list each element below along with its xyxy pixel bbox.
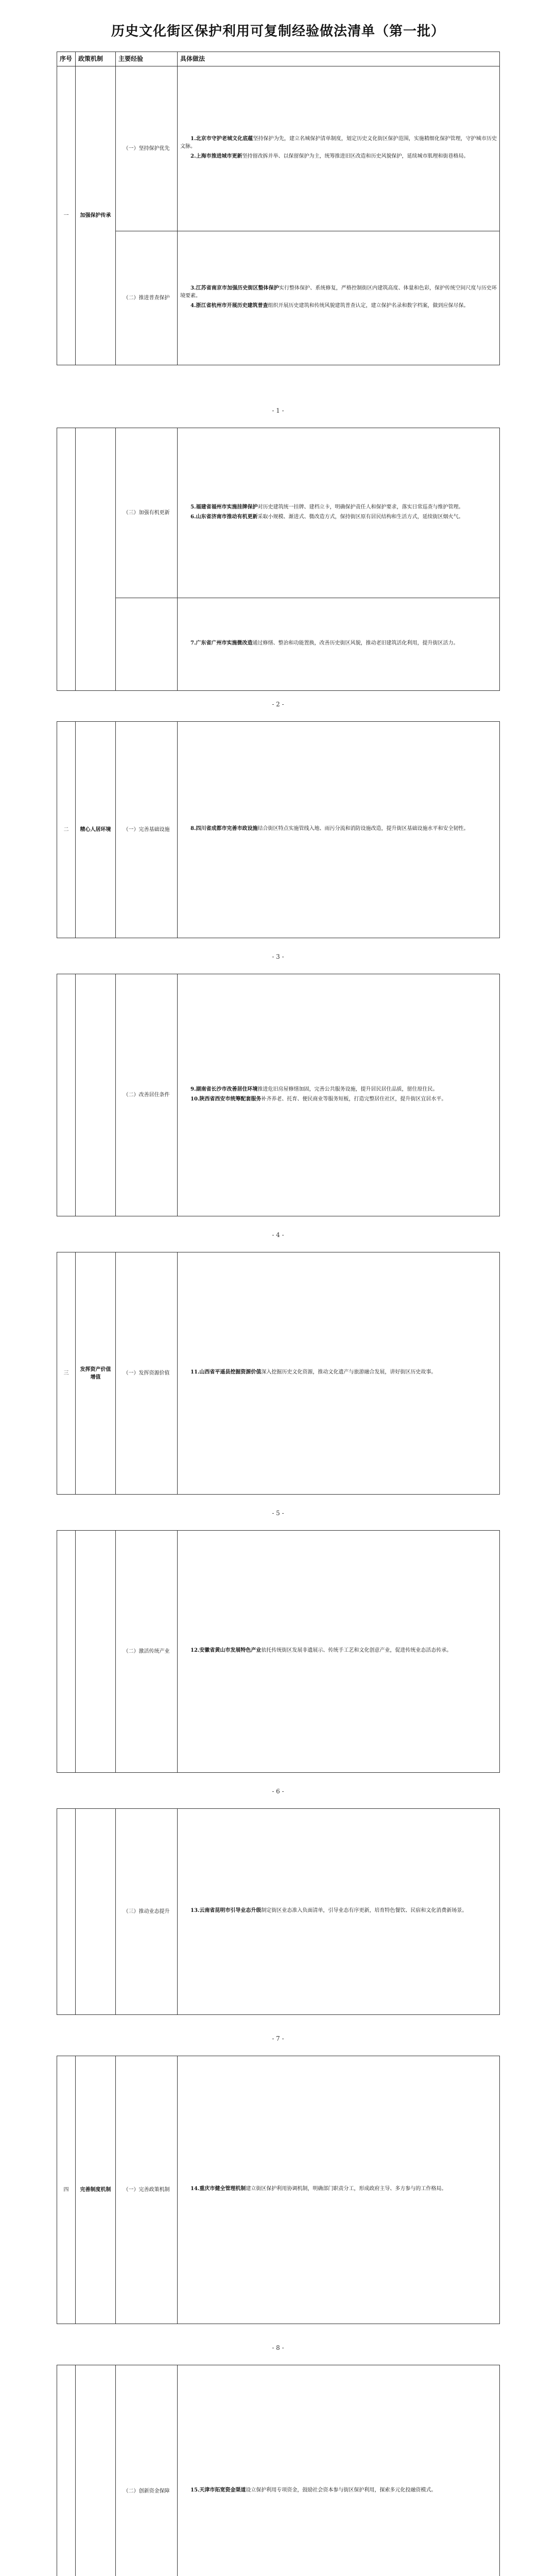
page-1 — [57, 52, 499, 365]
table-header-row — [57, 52, 500, 66]
page-number: - 7 - — [272, 2035, 284, 2042]
checklist-table — [57, 721, 500, 938]
page-3 — [57, 721, 499, 938]
page-9 — [57, 2365, 499, 2576]
practice-cell: 7.广东省广州市实施微改造通过修缮、整治和功能置换，改善历史街区风貌，推动老旧建筑活化利用，提升街区活力。 — [178, 598, 500, 691]
table-row — [57, 231, 500, 365]
checklist-table — [57, 2056, 500, 2324]
practice-cell: 15.天津市拓宽资金渠道设立保护利用专项资金，鼓励社会资本参与街区保护利用，探索多元化投融资模式。 — [178, 2365, 500, 2576]
practice-cell: 13.云南省昆明市引导业态升级制定街区业态准入负面清单，引导业态有序更新，培育特色餐饮、民宿和文化消费新场景。 — [178, 1809, 500, 2015]
sub-label: （一）发挥资源价值 — [116, 1252, 178, 1495]
checklist-table — [57, 2365, 500, 2576]
checklist-table — [57, 428, 500, 691]
page-number: - 5 - — [272, 1510, 284, 1517]
table-row — [57, 2365, 500, 2576]
page-number: - 8 - — [272, 2344, 284, 2351]
sub-label: （三）加强有机更新 — [116, 428, 178, 598]
sub-label: （一）完善基础设施 — [116, 722, 178, 938]
section-category: 发挥资产价值增值 — [76, 1252, 116, 1495]
table-row — [57, 974, 500, 1216]
section-category: 精心人居环境 — [76, 722, 116, 938]
checklist-table — [57, 1252, 500, 1495]
page-8 — [57, 2056, 499, 2324]
sub-label: （二）改善居住条件 — [116, 974, 178, 1216]
checklist-table — [57, 1808, 500, 2015]
section-category: 加强保护传承 — [76, 66, 116, 365]
practice-cell: 14.重庆市健全管理机制建立街区保护利用协调机制，明确部门职责分工，形成政府主导、多方参与的工作格局。 — [178, 2056, 500, 2324]
section-number: 二 — [57, 722, 76, 938]
document-title: 历史文化街区保护利用可复制经验做法清单（第一批） — [111, 24, 445, 39]
table-row — [57, 722, 500, 938]
practice-cell: 3.江苏省南京市加强历史街区整体保护实行整体保护、系统修复，严格控制街区内建筑高度、体量和色彩，保护传统空间尺度与历史环境要素。 4.浙江省杭州市开展历史建筑普查组织开展历史建筑和传统风貌建筑普查认定，建立保护名录和数字档案，做到应保尽保。 — [178, 231, 500, 365]
page-number: - 3 - — [272, 953, 284, 960]
page-number: - 4 - — [272, 1231, 284, 1239]
section-number: 一 — [57, 66, 76, 365]
sub-label: （三）推动业态提升 — [116, 1809, 178, 2015]
table-row — [57, 1531, 500, 1773]
practice-cell: 1.北京市守护老城文化底蕴坚持保护为先，建立名城保护清单制度，划定历史文化街区保护范围，实施精细化保护管理，守护城市历史文脉。 2.上海市推进城市更新坚持留改拆并举、以保留保护为主，统筹推进旧区改造和历史风貌保护，延续城市肌理和街巷格局。 — [178, 66, 500, 231]
sub-label: （一）完善政策机制 — [116, 2056, 178, 2324]
checklist-table — [57, 1530, 500, 1773]
practice-cell: 8.四川省成都市完善市政设施结合街区特点实施管线入地、雨污分流和消防设施改造，提升街区基础设施水平和安全韧性。 — [178, 722, 500, 938]
section-number: 四 — [57, 2056, 76, 2324]
table-row — [57, 598, 500, 691]
table-row — [57, 2056, 500, 2324]
page-4 — [57, 974, 499, 1216]
practice-cell: 9.湖南省长沙市改善居住环境推进危旧房屋修缮加固，完善公共服务设施，提升居民居住品质，留住原住民。 10.陕西省西安市统筹配套服务补齐养老、托育、便民商业等服务短板，打造完整居住社区，提升街区宜居水平。 — [178, 974, 500, 1216]
page-5 — [57, 1252, 499, 1495]
practice-cell: 5.福建省福州市实施挂牌保护对历史建筑统一挂牌、建档立卡，明确保护责任人和保护要求，落实日常巡查与维护管理。 6.山东省济南市推动有机更新采取小规模、渐进式、微改造方式，保持街区原有居民结构和生活方式，延续街区烟火气。 — [178, 428, 500, 598]
page-number: - 6 - — [272, 1788, 284, 1795]
checklist-table — [57, 52, 500, 365]
header-experience: 主要经验 — [116, 52, 178, 66]
table-row — [57, 428, 500, 598]
page-number: - 2 - — [272, 701, 284, 708]
page-7 — [57, 1808, 499, 2015]
header-index: 序号 — [57, 52, 76, 66]
sub-label: （二）激活传统产业 — [116, 1531, 178, 1773]
page-2 — [57, 428, 499, 691]
table-row — [57, 1252, 500, 1495]
header-policy: 政策机制 — [76, 52, 116, 66]
section-category: 完善制度机制 — [76, 2056, 116, 2324]
practice-cell: 12.安徽省黄山市发展特色产业依托传统街区发展非遗展示、传统手工艺和文化创意产业，促进传统业态活态传承。 — [178, 1531, 500, 1773]
sub-label: （二）推进普查保护 — [116, 231, 178, 365]
section-number: 三 — [57, 1252, 76, 1495]
sub-label: （一）坚持保护优先 — [116, 66, 178, 231]
header-practice: 具体做法 — [178, 52, 500, 66]
sub-label: （二）创新资金保障 — [116, 2365, 178, 2576]
page-number: - 1 - — [272, 407, 284, 414]
table-row — [57, 1809, 500, 2015]
practice-cell: 11.山西省平遥县挖掘资源价值深入挖掘历史文化资源，推动文化遗产与旅游融合发展，讲好街区历史故事。 — [178, 1252, 500, 1495]
table-row — [57, 66, 500, 231]
page-6 — [57, 1530, 499, 1773]
checklist-table — [57, 974, 500, 1216]
